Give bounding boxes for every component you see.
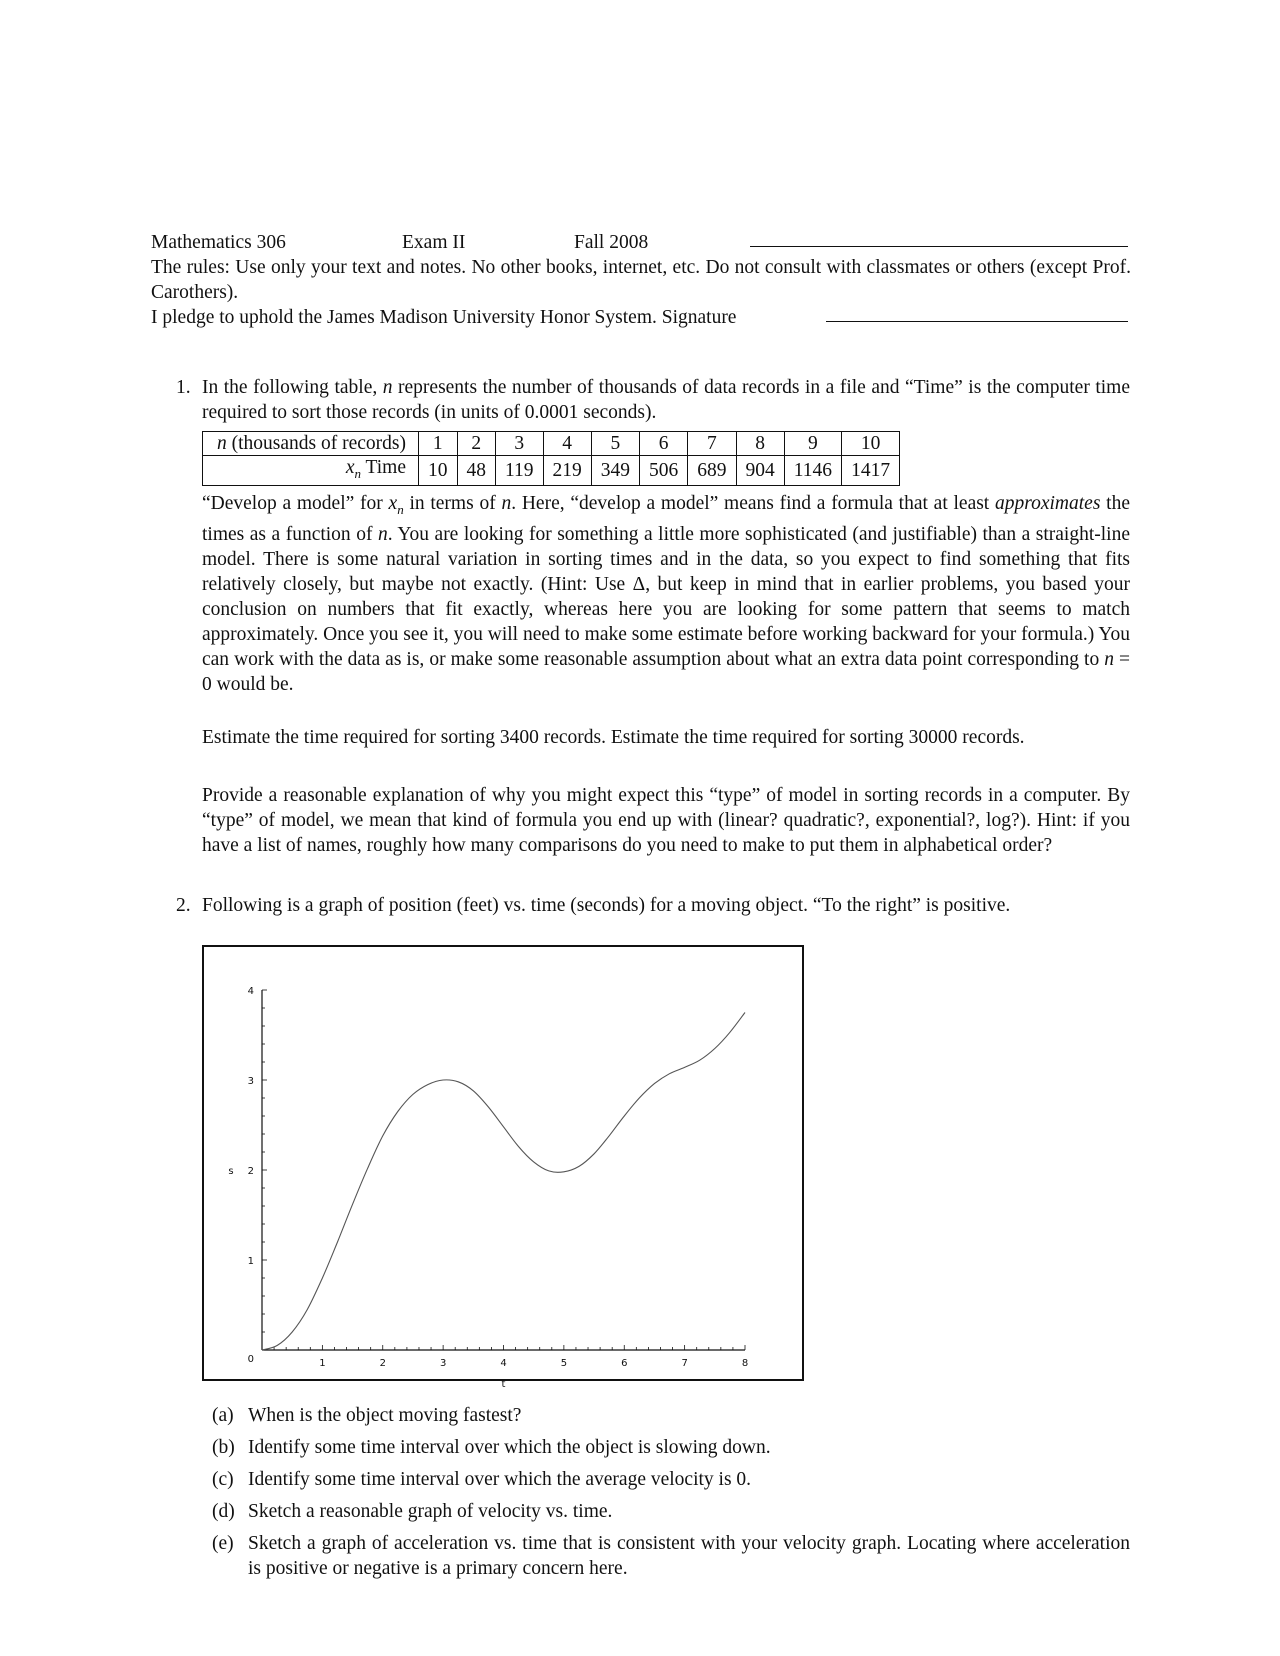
x-tick-label: 1 <box>319 1358 326 1369</box>
y-tick-label: 1 <box>247 1256 254 1267</box>
x-tick-label: 3 <box>439 1358 447 1369</box>
problem-1-intro: In the following table, n represents the number of thousands of data records in a file and “Time” is the computer time required to sort those records (in units of 0.0001 seconds). <box>202 377 1130 423</box>
table-cell: 506 <box>640 456 688 486</box>
problem-1-number: 1. <box>176 377 191 398</box>
subquestion-text: When is the object moving fastest? <box>248 1405 522 1426</box>
table-cell: 7 <box>688 432 736 456</box>
table-cell: 10 <box>419 456 458 486</box>
exam-term: Fall 2008 <box>574 232 649 253</box>
table-cell: 10 <box>842 432 900 456</box>
table-cell: 1146 <box>784 456 841 486</box>
table-cell: 8 <box>736 432 784 456</box>
y-tick-label: 4 <box>247 986 254 997</box>
x-tick-label: 6 <box>621 1358 628 1369</box>
table-cell: 2 <box>457 432 496 456</box>
table-row <box>203 432 900 456</box>
x-tick-label: 2 <box>379 1358 386 1369</box>
y-tick-label: 2 <box>247 1166 254 1177</box>
table-cell: 119 <box>496 456 544 486</box>
position-time-chart <box>202 945 804 1390</box>
table-cell: 4 <box>543 432 591 456</box>
table-cell: 6 <box>640 432 688 456</box>
problem-2-number: 2. <box>176 895 191 916</box>
table-cell: 9 <box>784 432 841 456</box>
table-cell: 3 <box>496 432 544 456</box>
table-cell: 689 <box>688 456 736 486</box>
y-tick-label: 0 <box>247 1354 254 1365</box>
name-line[interactable] <box>750 246 1128 247</box>
x-tick-label: 5 <box>560 1358 568 1369</box>
exam-rules: The rules: Use only your text and notes. No other books, internet, etc. Do not consult with classmates or others (except Prof. Carothers). <box>151 257 1131 303</box>
table-cell: 349 <box>591 456 639 486</box>
table-row-label: n (thousands of records) <box>203 432 419 456</box>
problem-1-explanation-paragraph: Provide a reasonable explanation of why you might expect this “type” of model in sorting records in a computer. By “type” of model, we mean that kind of formula you end up with (linear? quadratic?, exponential?, log?). Hint: if you have a list of names, roughly how many comparisons do you need to make to put them in alphabetical order? <box>202 785 1130 856</box>
subquestion-label: (e) <box>212 1533 234 1554</box>
table-cell: 48 <box>457 456 496 486</box>
subquestion-text: Sketch a reasonable graph of velocity vs. time. <box>248 1501 613 1522</box>
table-cell: 5 <box>591 432 639 456</box>
x-tick-label: 8 <box>741 1358 749 1369</box>
course-name: Mathematics 306 <box>151 232 286 253</box>
chart-frame <box>203 946 803 1380</box>
honor-pledge: I pledge to uphold the James Madison University Honor System. Signature <box>151 307 737 328</box>
y-axis-label: s <box>228 1166 234 1177</box>
x-tick-label: 4 <box>500 1358 507 1369</box>
problem-1-estimate-paragraph: Estimate the time required for sorting 3400 records. Estimate the time required for sorting 30000 records. <box>202 727 1025 748</box>
exam-header <box>151 230 1131 255</box>
table-cell: 904 <box>736 456 784 486</box>
table-cell: 1 <box>419 432 458 456</box>
table-row <box>203 456 900 486</box>
problem-1-model-paragraph: “Develop a model” for $x_n$ in terms of n. Here, “develop a model” means find a formula that at least approximates the times as a function of n. You are looking for something a little more sophisticated (and justifiable) than a straight-line model. There is some natural variation in sorting times and in the data, so you expect to find something that fits relatively closely, but maybe not exactly. (Hint: Use Δ, but keep in mind that in earlier problems, you based your conclusion on numbers that fit exactly, whereas here you are looking for some pattern that seems to match approximately. Once you see it, you will need to make some estimate before working backward for your formula.) You can work with the data as is, or make some reasonable assumption about what an extra data point corresponding to n = 0 would be. <box>202 493 1130 695</box>
y-tick-label: 3 <box>247 1076 254 1087</box>
subquestion-text: Identify some time interval over which the average velocity is 0. <box>248 1469 752 1490</box>
sorting-time-table <box>202 431 900 486</box>
signature-line[interactable] <box>826 321 1128 322</box>
subquestion-label: (d) <box>212 1501 235 1522</box>
table-row-label: $x_n$ Time <box>203 456 419 486</box>
problem-2-intro: Following is a graph of position (feet) vs. time (seconds) for a moving object. “To the right” is positive. <box>202 895 1011 916</box>
x-tick-label: 7 <box>681 1358 688 1369</box>
exam-name: Exam II <box>402 232 466 253</box>
table-cell: 219 <box>543 456 591 486</box>
subquestion-text: Identify some time interval over which the object is slowing down. <box>248 1437 771 1458</box>
subquestion-label: (c) <box>212 1469 234 1490</box>
subquestion-label: (a) <box>212 1405 234 1426</box>
subquestion-label: (b) <box>212 1437 235 1458</box>
subquestion-text: Sketch a graph of acceleration vs. time that is consistent with your velocity graph. Locating where acceleration is positive or negative is a primary concern here. <box>248 1533 1130 1579</box>
x-axis-label: t <box>501 1379 506 1390</box>
table-cell: 1417 <box>842 456 900 486</box>
